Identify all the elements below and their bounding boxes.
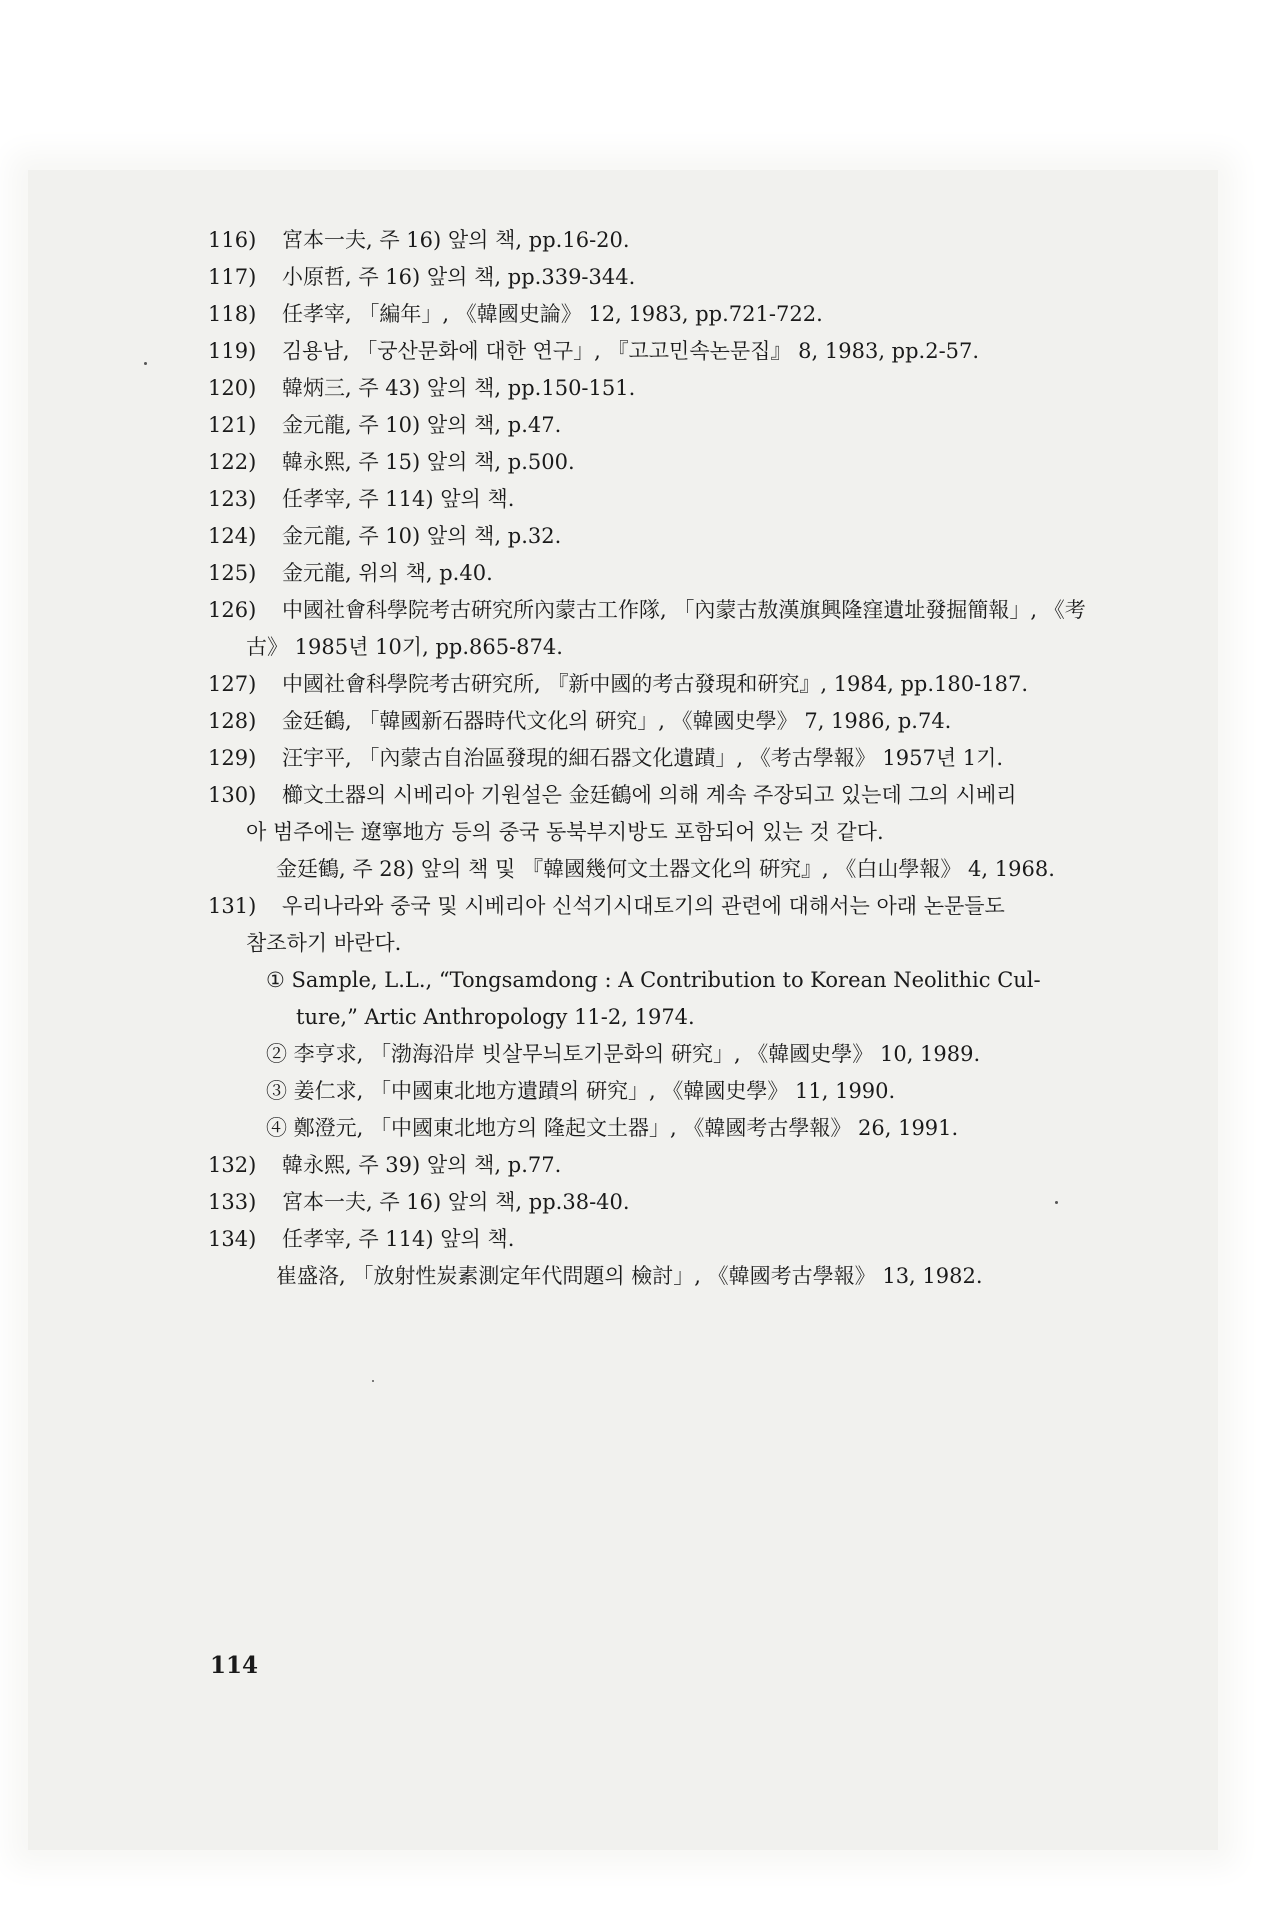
note-132: 132) 韓永熙, 주 39) 앞의 책, p.77.: [208, 1153, 562, 1177]
note-134-reference: 崔盛洛, 「放射性炭素測定年代問題의 檢討」, 《韓國考古學報》 13, 1982.: [276, 1264, 983, 1288]
note-129: 129) 汪宇平, 「內蒙古自治區發現的細石器文化遺蹟」, 《考古學報》 1957년 1기.: [208, 746, 1004, 770]
note-131-item-1-continuation: ture,” Artic Anthropology 11-2, 1974.: [296, 1005, 695, 1029]
note-121: 121) 金元龍, 주 10) 앞의 책, p.47.: [208, 413, 562, 437]
note-125: 125) 金元龍, 위의 책, p.40.: [208, 561, 493, 585]
note-124: 124) 金元龍, 주 10) 앞의 책, p.32.: [208, 524, 562, 548]
note-131-item-1: ① Sample, L.L., “Tongsamdong : A Contribution to Korean Neolithic Cul-: [266, 968, 1041, 992]
note-122: 122) 韓永熙, 주 15) 앞의 책, p.500.: [208, 450, 575, 474]
scan-speck: [372, 1380, 374, 1382]
note-126: 126) 中國社會科學院考古硏究所內蒙古工作隊, 「內蒙古敖漢旗興隆窪遺址發掘簡報」, 《考: [208, 598, 1086, 622]
note-131-continuation: 참조하기 바란다.: [246, 931, 402, 955]
note-116: 116) 宮本一夫, 주 16) 앞의 책, pp.16-20.: [208, 228, 630, 252]
note-123: 123) 任孝宰, 주 114) 앞의 책.: [208, 487, 515, 511]
note-130: 130) 櫛文土器의 시베리아 기원설은 金廷鶴에 의해 계속 주장되고 있는데 그의 시베리: [208, 783, 1017, 807]
note-130-continuation: 아 범주에는 遼寧地方 등의 중국 동북부지방도 포함되어 있는 것 같다.: [246, 820, 884, 844]
note-130-reference: 金廷鶴, 주 28) 앞의 책 및 『韓國幾何文土器文化의 硏究』, 《白山學報》 4, 1968.: [276, 857, 1055, 881]
page-number: 114: [210, 1652, 259, 1679]
note-127: 127) 中國社會科學院考古硏究所, 『新中國的考古發現和硏究』, 1984, pp.180-187.: [208, 672, 1028, 696]
note-126-continuation: 古》 1985년 10기, pp.865-874.: [246, 635, 563, 659]
note-128: 128) 金廷鶴, 「韓國新石器時代文化의 硏究」, 《韓國史學》 7, 1986, p.74.: [208, 709, 952, 733]
note-119: 119) 김용남, 「궁산문화에 대한 연구」, 『고고민속논문집』 8, 1983, pp.2-57.: [208, 339, 980, 363]
note-131-item-4: ④ 鄭澄元, 「中國東北地方의 隆起文土器」, 《韓國考古學報》 26, 1991.: [266, 1116, 959, 1140]
note-131: 131) 우리나라와 중국 및 시베리아 신석기시대토기의 관련에 대해서는 아래 논문들도: [208, 894, 1005, 918]
scan-speck: [144, 362, 147, 365]
note-131-item-2: ② 李亨求, 「渤海沿岸 빗살무늬토기문화의 硏究」, 《韓國史學》 10, 1989.: [266, 1042, 981, 1066]
note-131-item-3: ③ 姜仁求, 「中國東北地方遺蹟의 硏究」, 《韓國史學》 11, 1990.: [266, 1079, 896, 1103]
note-134: 134) 任孝宰, 주 114) 앞의 책.: [208, 1227, 515, 1251]
endnotes: [208, 222, 1158, 1295]
note-118: 118) 任孝宰, 「編年」, 《韓國史論》 12, 1983, pp.721-722.: [208, 302, 823, 326]
note-133: 133) 宮本一夫, 주 16) 앞의 책, pp.38-40.: [208, 1190, 630, 1214]
note-120: 120) 韓炳三, 주 43) 앞의 책, pp.150-151.: [208, 376, 636, 400]
note-117: 117) 小原哲, 주 16) 앞의 책, pp.339-344.: [208, 265, 636, 289]
